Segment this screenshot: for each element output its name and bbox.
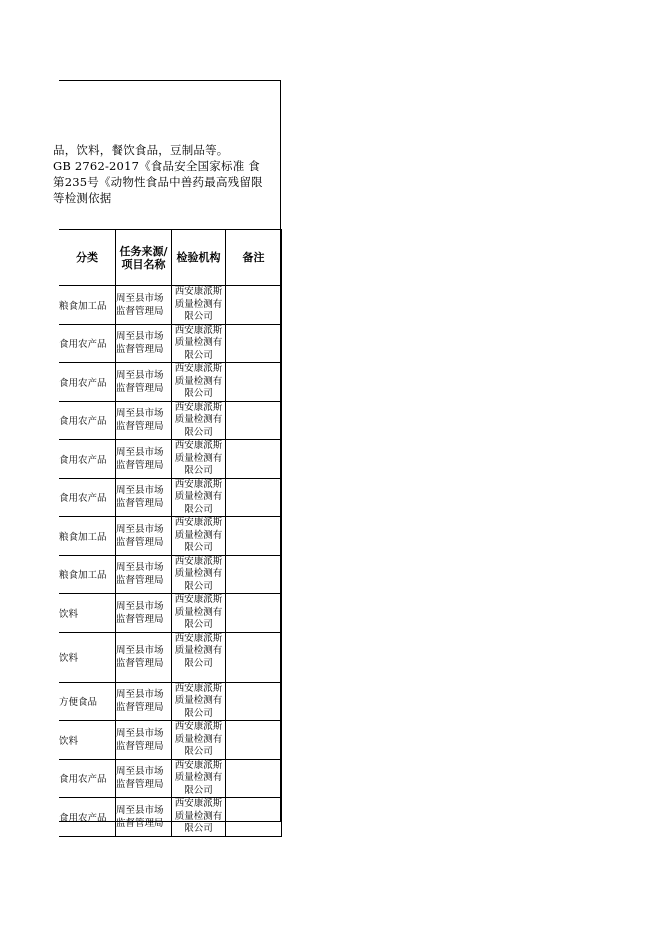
category-cell: 食用农产品 [59, 401, 116, 440]
table-row [59, 759, 282, 798]
table-row [59, 363, 282, 402]
lab-cell: 西安康派斯质量检测有限公司 [172, 517, 226, 556]
note-cell [226, 798, 282, 837]
note-cell [226, 363, 282, 402]
lab-cell: 西安康派斯质量检测有限公司 [172, 798, 226, 837]
source-cell: 周至县市场监督管理局 [116, 324, 172, 363]
source-cell: 周至县市场监督管理局 [116, 555, 172, 594]
table-row [59, 632, 282, 682]
lab-cell: 西安康派斯质量检测有限公司 [172, 682, 226, 721]
header-line-3: 第235号《动物性食品中兽药最高残留限 [53, 175, 263, 189]
lab-cell: 西安康派斯质量检测有限公司 [172, 555, 226, 594]
table-row [59, 594, 282, 633]
note-cell [226, 286, 282, 325]
header-line-4: 等检测依据 [53, 191, 112, 205]
table-row [59, 682, 282, 721]
source-cell: 周至县市场监督管理局 [116, 759, 172, 798]
note-cell [226, 517, 282, 556]
table-row [59, 798, 282, 837]
note-cell [226, 324, 282, 363]
note-cell [226, 555, 282, 594]
source-cell: 周至县市场监督管理局 [116, 517, 172, 556]
category-cell: 饮料 [59, 594, 116, 633]
source-cell: 周至县市场监督管理局 [116, 798, 172, 837]
note-cell [226, 478, 282, 517]
source-cell: 周至县市场监督管理局 [116, 721, 172, 760]
category-cell: 食用农产品 [59, 478, 116, 517]
lab-cell: 西安康派斯质量检测有限公司 [172, 632, 226, 682]
header-notes [53, 80, 281, 230]
table-row [59, 721, 282, 760]
table-row [59, 440, 282, 479]
note-cell [226, 682, 282, 721]
lab-cell: 西安康派斯质量检测有限公司 [172, 401, 226, 440]
source-cell: 周至县市场监督管理局 [116, 682, 172, 721]
note-cell [226, 759, 282, 798]
column-header-category: 分类 [59, 230, 116, 286]
lab-cell: 西安康派斯质量检测有限公司 [172, 363, 226, 402]
category-cell: 食用农产品 [59, 798, 116, 837]
table-row [59, 286, 282, 325]
lab-cell: 西安康派斯质量检测有限公司 [172, 440, 226, 479]
note-cell [226, 721, 282, 760]
table-row [59, 517, 282, 556]
header-line-2: GB 2762-2017《食品安全国家标准 食 [53, 159, 260, 173]
source-cell: 周至县市场监督管理局 [116, 632, 172, 682]
source-cell: 周至县市场监督管理局 [116, 440, 172, 479]
source-cell: 周至县市场监督管理局 [116, 363, 172, 402]
note-cell [226, 440, 282, 479]
column-header-note: 备注 [226, 230, 282, 286]
category-cell: 粮食加工品 [59, 286, 116, 325]
category-cell: 食用农产品 [59, 759, 116, 798]
note-cell [226, 632, 282, 682]
category-cell: 粮食加工品 [59, 517, 116, 556]
category-cell: 食用农产品 [59, 440, 116, 479]
source-cell: 周至县市场监督管理局 [116, 286, 172, 325]
category-cell: 食用农产品 [59, 363, 116, 402]
category-cell: 粮食加工品 [59, 555, 116, 594]
lab-cell: 西安康派斯质量检测有限公司 [172, 286, 226, 325]
inspection-table [59, 229, 282, 837]
category-cell: 饮料 [59, 632, 116, 682]
lab-cell: 西安康派斯质量检测有限公司 [172, 594, 226, 633]
note-cell [226, 594, 282, 633]
column-header-lab: 检验机构 [172, 230, 226, 286]
table-row [59, 478, 282, 517]
category-cell: 方便食品 [59, 682, 116, 721]
table-row [59, 555, 282, 594]
table-row [59, 401, 282, 440]
category-cell: 饮料 [59, 721, 116, 760]
column-header-source: 任务来源/项目名称 [116, 230, 172, 286]
table-row [59, 324, 282, 363]
lab-cell: 西安康派斯质量检测有限公司 [172, 478, 226, 517]
header-line-1: 品，饮料，餐饮食品，豆制品等。 [53, 143, 229, 157]
lab-cell: 西安康派斯质量检测有限公司 [172, 721, 226, 760]
lab-cell: 西安康派斯质量检测有限公司 [172, 324, 226, 363]
source-cell: 周至县市场监督管理局 [116, 594, 172, 633]
note-cell [226, 401, 282, 440]
source-cell: 周至县市场监督管理局 [116, 401, 172, 440]
table-header-row [59, 230, 282, 286]
lab-cell: 西安康派斯质量检测有限公司 [172, 759, 226, 798]
category-cell: 食用农产品 [59, 324, 116, 363]
source-cell: 周至县市场监督管理局 [116, 478, 172, 517]
